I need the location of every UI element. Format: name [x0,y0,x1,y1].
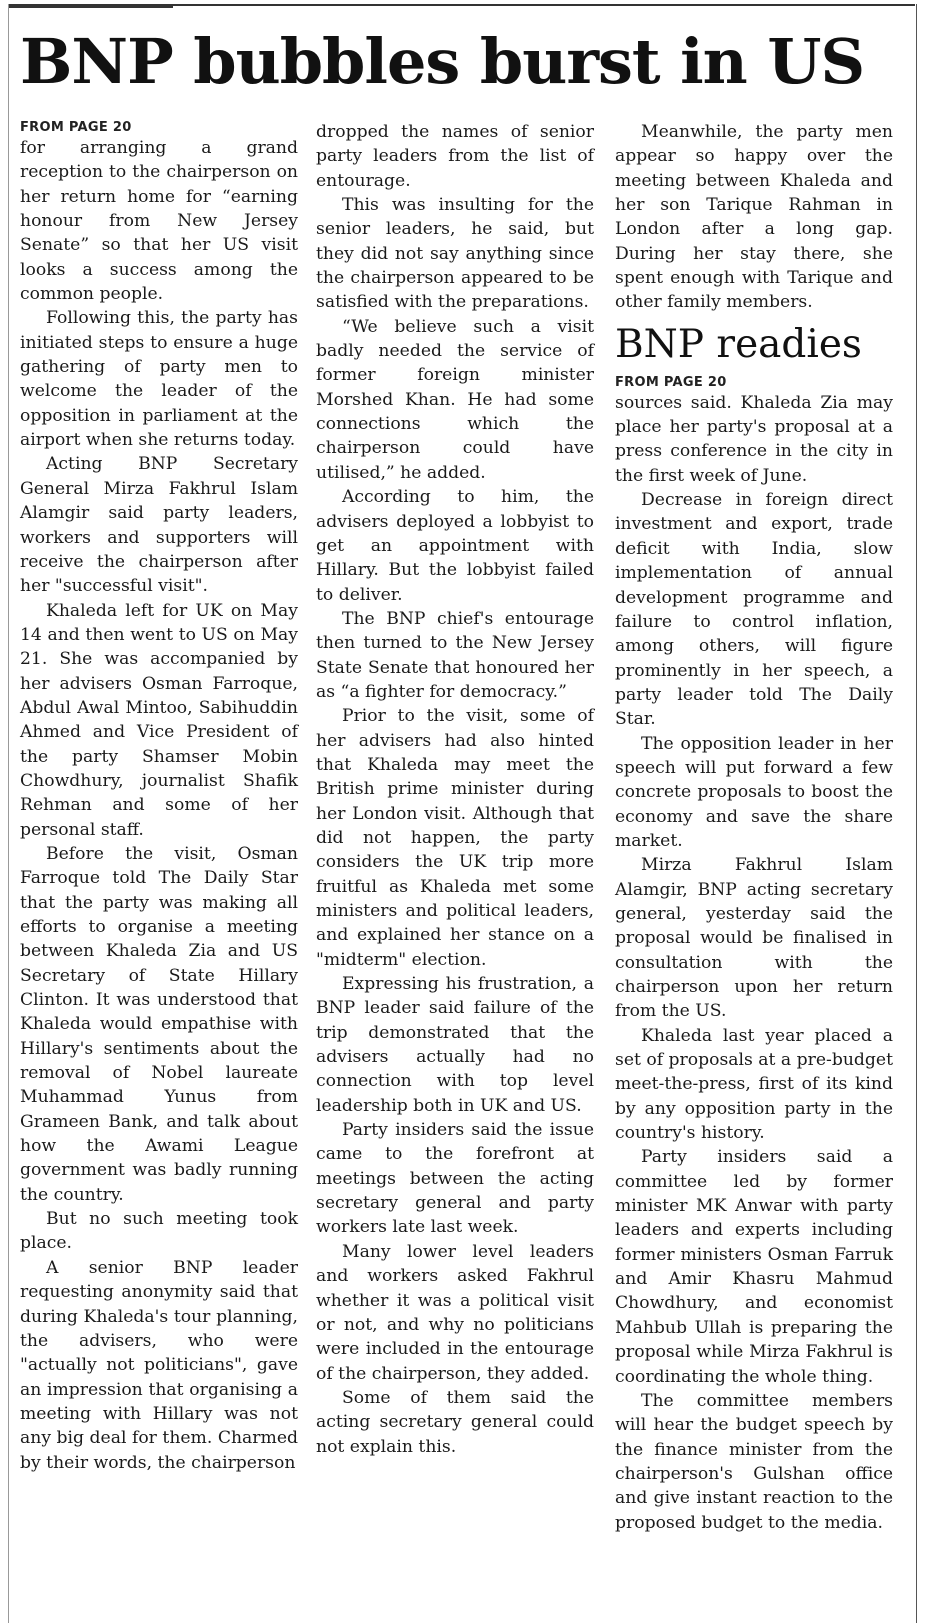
second-article-kicker: FROM PAGE 20 [615,374,727,390]
paragraph: Khaleda left for UK on May 14 and then went to US on May 21. She was accompanied by her advisers Osman Farroque, Abdul Awal Mintoo, Sabihuddin Ahmed and Vice President of the party Shamser Mobin Chowdhury, journalist Shafik Rehman and some of her personal staff. [20,600,298,840]
paragraph: dropped the names of senior party leaders from the list of entourage. [316,122,594,191]
paragraph: “We believe such a visit badly needed the service of former foreign minister Morshed Khan. He had some connections which the chairperson could have utilised,” he added. [316,316,594,483]
paragraph: sources said. Khaleda Zia may place her party's proposal at a press conference in the city in the first week of June. [615,392,893,486]
right-edge-rule [916,4,917,1623]
second-article-headline: BNP readies [615,321,862,367]
paragraph: This was insulting for the senior leaders, he said, but they did not say anything since the chairperson appeared to be satisfied with the preparations. [316,195,594,313]
paragraph: The opposition leader in her speech will put forward a few concrete proposals to boost the economy and save the share market. [615,733,893,851]
paragraph: Many lower level leaders and workers asked Fakhrul whether it was a political visit or not, and why no politicians were included in the entourage of the chairperson, they added. [316,1241,594,1384]
paragraph: According to him, the advisers deployed a lobbyist to get an appointment with Hillary. But the lobbyist failed to deliver. [316,487,594,605]
column-3 [615,120,893,1535]
paragraph: But no such meeting took place. [20,1209,298,1254]
paragraph: Khaleda last year placed a set of proposals at a pre-budget meet-the-press, first of its kind by any opposition party in the country's history. [615,1025,893,1144]
paragraph: Before the visit, Osman Farroque told The Daily Star that the party was making all efforts to organise a meeting between Khaleda Zia and US Secretary of State Hillary Clinton. It was understood that Khaleda would empathise with Hillary's sentiments about the removal of Nobel laureate Muhammad Yunus from Grameen Bank, and talk about how the Awami League government was badly running the country. [20,843,298,1205]
headline: BNP bubbles burst in US [20,25,865,98]
paragraph: A senior BNP leader requesting anonymity said that during Khaleda's tour planning, the advisers, who were "actually not politicians", gave an impression that organising a meeting with Hillary was not any big deal for them. Charmed by their words, the chairperson [20,1257,298,1473]
paragraph: Party insiders said a committee led by former minister MK Anwar with party leaders and experts including former ministers Osman Farruk and Amir Khasru Mahmud Chowdhury, and economist Mahbub Ullah is preparing the proposal while Mirza Fakhrul is coordinating the whole thing. [615,1147,893,1387]
paragraph: Decrease in foreign direct investment and export, trade deficit with India, slow implementation of annual development programme and failure to control inflation, among others, will figure prominently in her speech, a party leader told The Daily Star. [615,490,893,730]
paragraph: The committee members will hear the budget speech by the finance minister from the chairperson's Gulshan office and give instant reaction to the proposed budget to the media. [615,1390,893,1533]
paragraph: Party insiders said the issue came to the forefront at meetings between the acting secretary general and party workers late last week. [316,1120,594,1238]
paragraph: Some of them said the acting secretary general could not explain this. [316,1387,594,1457]
paragraph: Prior to the visit, some of her advisers had also hinted that Khaleda may meet the British prime minister during her London visit. Although that did not happen, the party considers the UK trip more fruitful as Khaleda met some ministers and political leaders, and explained her stance on a "midterm" election. [316,706,594,970]
paragraph: Expressing his frustration, a BNP leader said failure of the trip demonstrated that the advisers actually had no connection with top level leadership both in UK and US. [316,974,594,1116]
paragraph: Following this, the party has initiated steps to ensure a huge gathering of party men to welcome the leader of the opposition in parliament at the airport when she returns today. [20,308,298,451]
paragraph: The BNP chief's entourage then turned to the New Jersey State Senate that honoured her as “a fighter for democracy.” [316,608,594,702]
jump-kicker: FROM PAGE 20 [20,120,132,135]
paragraph: for arranging a grand reception to the chairperson on her return home for “earning honour from New Jersey Senate” so that her US visit looks a success among the common people. [20,138,298,305]
paragraph: Mirza Fakhrul Islam Alamgir, BNP acting secretary general, yesterday said the proposal would be finalised in consultation with the chairperson upon her return from the US. [615,855,893,1022]
column-1 [20,120,298,1475]
top-rule-tab [8,0,173,8]
column-2 [316,120,594,1459]
paragraph: Acting BNP Secretary General Mirza Fakhrul Islam Alamgir said party leaders, workers and supporters will receive the chairperson after her "successful visit". [20,454,298,597]
left-edge-rule [8,4,9,1623]
paragraph: Meanwhile, the party men appear so happy over the meeting between Khaleda and her son Tarique Rahman in London after a long gap. During her stay there, she spent enough with Tarique and other family members. [615,122,893,313]
